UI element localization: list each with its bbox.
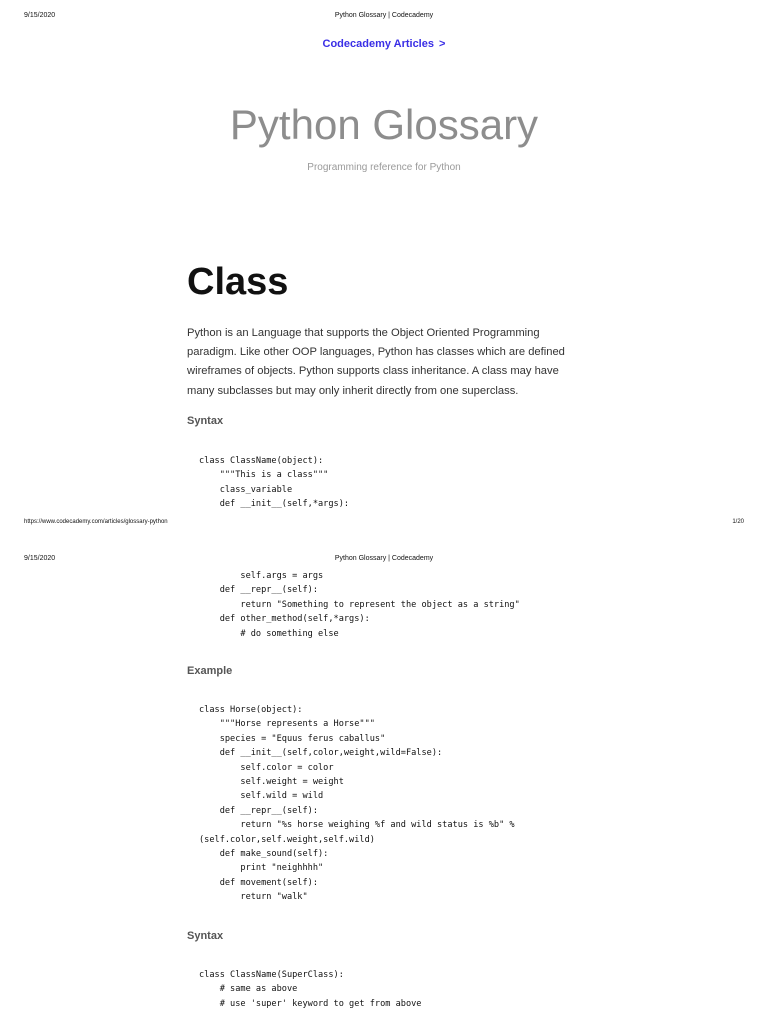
syntax-label: Syntax (187, 930, 224, 942)
code-line: # do something else (199, 628, 339, 639)
code-line: return "Something to represent the object as a string" (199, 599, 520, 610)
code-block-superclass-syntax (199, 968, 421, 1011)
section-intro: Python is an Language that supports the Object Oriented Programming paradigm. Like other OOP languages, Python has classes which are defined wireframes of objects. Python supports class inheritance. A class may have many subclasses but may only inherit directly from one superclass. (187, 327, 565, 397)
print-url: https://www.codecademy.com/articles/glossary-python (24, 519, 168, 525)
section-heading-class: Class (187, 261, 289, 303)
print-page-2 (0, 540, 768, 1024)
code-line: class Horse(object): (199, 705, 303, 715)
code-line: (self.color,self.weight,self.wild) (199, 834, 375, 845)
code-line: # same as above (199, 984, 298, 995)
example-label: Example (187, 665, 233, 677)
print-date: 9/15/2020 (24, 555, 56, 562)
code-line: def __init__(self,*args): (199, 499, 350, 510)
code-line: def __repr__(self): (199, 585, 318, 596)
syntax-label: Syntax (187, 415, 224, 427)
print-title: Python Glossary | Codecademy (334, 12, 434, 19)
chevron-right-icon: > (439, 38, 446, 50)
codecademy-articles-link[interactable]: Codecademy Articles (322, 38, 434, 50)
code-line: def __repr__(self): (199, 805, 318, 816)
code-line: self.color = color (199, 762, 334, 773)
code-line: """This is a class""" (199, 470, 329, 481)
code-line: def make_sound(self): (199, 849, 329, 860)
code-line: class_variable (199, 484, 293, 495)
code-line: self.args = args (199, 571, 324, 581)
code-line: return "%s horse weighing %f and wild status is %b" % (199, 820, 515, 831)
print-footer (0, 519, 768, 531)
print-page-number: 1/20 (732, 519, 744, 525)
print-title: Python Glossary | Codecademy (334, 555, 434, 562)
code-line: def __init__(self,color,weight,wild=False): (199, 748, 443, 759)
code-line: print "neighhhh" (199, 863, 324, 874)
code-block-syntax-continued (199, 569, 520, 641)
breadcrumb (0, 38, 768, 50)
code-block-syntax (199, 454, 349, 512)
code-line: """Horse represents a Horse""" (199, 719, 375, 730)
code-line: self.wild = wild (199, 791, 324, 802)
code-line: def other_method(self,*args): (199, 614, 370, 625)
print-header (0, 555, 768, 567)
code-block-example (199, 703, 515, 905)
page-title: Python Glossary (229, 101, 539, 148)
page-subtitle: Programming reference for Python (307, 162, 461, 173)
code-line: species = "Equus ferus caballus" (199, 733, 386, 744)
print-header (0, 12, 768, 24)
code-line: # use 'super' keyword to get from above (199, 998, 422, 1009)
code-line: self.weight = weight (199, 777, 344, 788)
print-date: 9/15/2020 (24, 12, 56, 19)
code-line: def movement(self): (199, 877, 318, 888)
code-line: return "walk" (199, 892, 308, 903)
code-line: class ClassName(SuperClass): (199, 970, 344, 980)
code-line: class ClassName(object): (199, 456, 324, 466)
